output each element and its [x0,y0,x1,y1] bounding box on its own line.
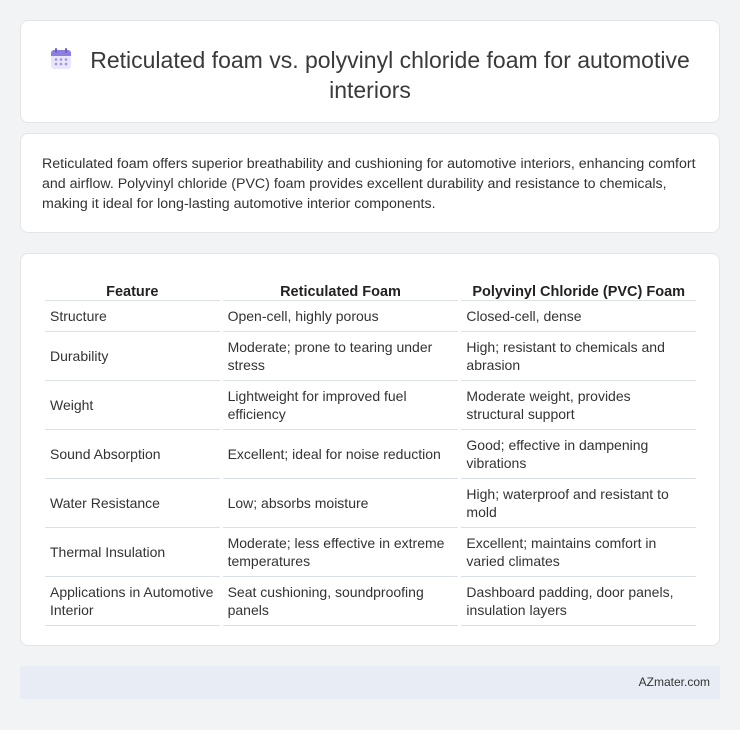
table-header-row [45,274,696,301]
footer-bar [20,666,720,699]
title-card [20,20,720,123]
feature-cell: Thermal Insulation [45,528,220,577]
feature-cell: Structure [45,301,220,332]
pvc-cell: Good; effective in dampening vibrations [461,430,696,479]
intro-card [20,133,720,233]
feature-cell: Durability [45,332,220,381]
header-reticulated-foam: Reticulated Foam [223,274,459,301]
reticulated-cell: Lightweight for improved fuel efficiency [223,381,459,430]
feature-cell: Weight [45,381,220,430]
table-row [45,479,696,528]
pvc-cell: Moderate weight, provides structural support [461,381,696,430]
page-title: Reticulated foam vs. polyvinyl chloride foam for automotive interiors [90,47,690,103]
table-row [45,332,696,381]
reticulated-cell: Seat cushioning, soundproofing panels [223,577,459,626]
header-pvc-foam: Polyvinyl Chloride (PVC) Foam [461,274,696,301]
table-row [45,528,696,577]
reticulated-cell: Low; absorbs moisture [223,479,459,528]
reticulated-cell: Open-cell, highly porous [223,301,459,332]
calendar-icon [50,47,72,69]
pvc-cell: Closed-cell, dense [461,301,696,332]
reticulated-cell: Excellent; ideal for noise reduction [223,430,459,479]
pvc-cell: High; waterproof and resistant to mold [461,479,696,528]
reticulated-cell: Moderate; prone to tearing under stress [223,332,459,381]
intro-paragraph: Reticulated foam offers superior breathability and cushioning for automotive interiors, enhancing comfort and airflow. Polyvinyl chloride (PVC) foam provides excellent durability and resistance to chemicals, making it ideal for long-lasting automotive interior components. [42,156,696,212]
page-title-wrap [21,45,719,105]
pvc-cell: High; resistant to chemicals and abrasion [461,332,696,381]
feature-cell: Applications in Automotive Interior [45,577,220,626]
header-feature: Feature [45,274,220,301]
table-row [45,381,696,430]
comparison-table [42,274,699,626]
pvc-cell: Excellent; maintains comfort in varied climates [461,528,696,577]
table-row [45,430,696,479]
feature-cell: Sound Absorption [45,430,220,479]
footer-brand: AZmater.com [638,675,710,689]
table-row [45,301,696,332]
pvc-cell: Dashboard padding, door panels, insulation layers [461,577,696,626]
table-row [45,577,696,626]
comparison-card [20,253,720,646]
feature-cell: Water Resistance [45,479,220,528]
reticulated-cell: Moderate; less effective in extreme temperatures [223,528,459,577]
